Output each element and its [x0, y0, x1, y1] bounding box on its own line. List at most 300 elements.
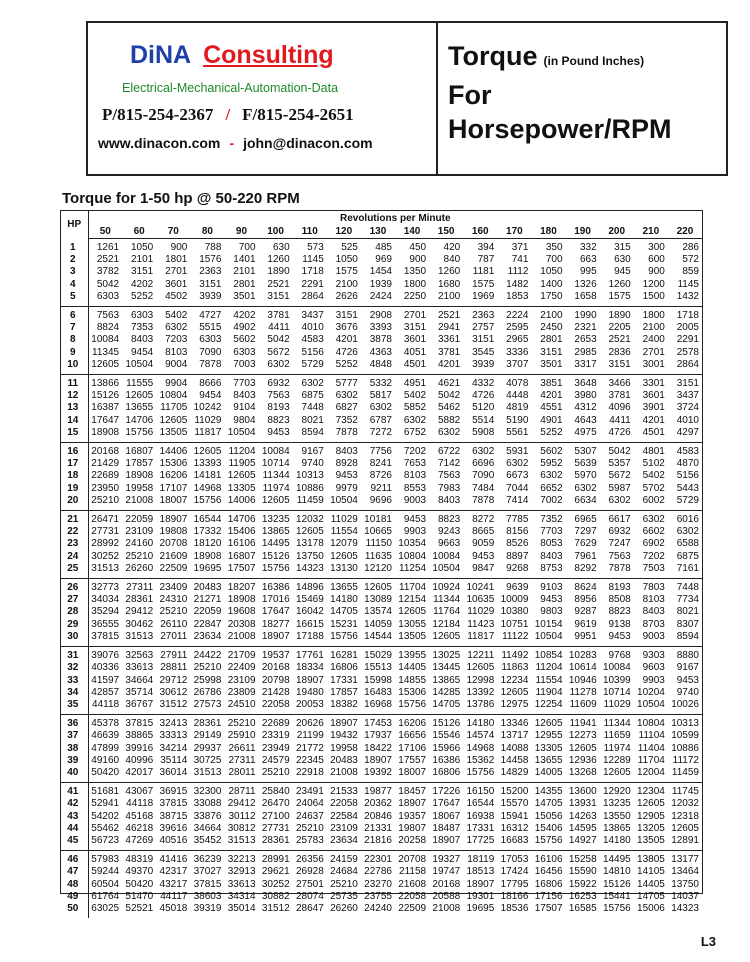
torque-cell: 32213 — [227, 854, 256, 866]
torque-cell: 50420 — [88, 767, 122, 783]
torque-cell: 5639 — [574, 458, 597, 470]
torque-cell: 49160 — [91, 754, 120, 766]
rpm-column-header: 180 — [531, 225, 565, 239]
torque-cell: 11104 — [638, 730, 665, 742]
table-row — [61, 427, 702, 443]
rpm-column-header: 60 — [122, 225, 156, 239]
hp-cell: 32 — [61, 662, 88, 674]
torque-cell: 5357 — [608, 458, 631, 470]
torque-cell: 9768 — [608, 650, 631, 662]
torque-cell: 3601 — [642, 390, 665, 402]
torque-cell: 8594 — [293, 427, 327, 443]
hp-cell: 25 — [61, 563, 88, 579]
torque-cell: 4621 — [437, 378, 461, 390]
torque-cell: 18166 — [500, 890, 529, 902]
torque-cell: 7653 — [403, 458, 427, 470]
torque-cell: 11344 — [603, 718, 631, 730]
torque-cell: 12605 — [330, 550, 358, 562]
torque-cell: 13931 — [568, 798, 597, 810]
torque-cell: 19432 — [330, 730, 358, 742]
torque-cell: 4975 — [566, 427, 600, 443]
torque-cell: 4501 — [634, 427, 668, 443]
torque-cell: 15756 — [531, 835, 565, 851]
torque-cell: 4901 — [540, 414, 563, 426]
torque-cell: 1800 — [642, 310, 665, 322]
torque-cell: 5102 — [642, 458, 665, 470]
torque-cell: 5402 — [642, 470, 665, 482]
torque-cell: 18536 — [500, 902, 529, 914]
torque-cell: 2363 — [199, 266, 222, 278]
torque-cell: 26928 — [295, 866, 324, 878]
hp-cell: 2 — [61, 254, 88, 266]
title-panel — [438, 23, 726, 174]
torque-cell: 16281 — [330, 650, 358, 662]
torque-cell: 45378 — [91, 718, 120, 730]
torque-cell: 6302 — [540, 470, 563, 482]
torque-cell: 7803 — [642, 582, 665, 594]
hp-cell: 34 — [61, 687, 88, 699]
torque-cell: 7703 — [540, 526, 563, 538]
torque-cell: 11817 — [190, 427, 224, 443]
hp-cell: 9 — [61, 347, 88, 359]
rpm-column-header: 210 — [634, 225, 668, 239]
torque-cell: 1575 — [335, 266, 358, 278]
torque-cell: 5332 — [369, 378, 392, 390]
torque-cell: 14968 — [193, 482, 222, 494]
torque-cell: 18487 — [432, 822, 461, 834]
torque-cell: 9167 — [676, 662, 699, 674]
torque-cell: 42857 — [91, 686, 120, 698]
torque-cell: 35714 — [125, 686, 154, 698]
torque-cell: 46218 — [125, 822, 154, 834]
torque-cell: 12234 — [500, 674, 529, 686]
torque-cell: 14705 — [637, 890, 665, 902]
torque-cell: 8880 — [676, 650, 699, 662]
torque-cell: 36239 — [193, 854, 222, 866]
torque-cell: 10283 — [568, 650, 597, 662]
title-line-2: For — [448, 80, 492, 110]
torque-cell: 3317 — [566, 359, 600, 375]
torque-cell: 12605 — [193, 446, 222, 458]
torque-cell: 41597 — [91, 674, 120, 686]
table-row — [61, 879, 702, 891]
torque-cell: 18457 — [398, 786, 427, 798]
torque-cell: 3151 — [335, 310, 358, 322]
torque-cell: 30462 — [125, 618, 154, 630]
torque-cell: 16968 — [361, 699, 395, 715]
torque-cell: 4201 — [540, 390, 563, 402]
torque-cell: 12605 — [466, 662, 495, 674]
torque-cell: 9104 — [233, 402, 256, 414]
torque-cell: 7352 — [335, 414, 358, 426]
torque-cell: 14495 — [261, 538, 290, 550]
torque-cell: 6302 — [259, 359, 293, 375]
torque-cell: 16544 — [466, 798, 495, 810]
torque-cell: 30112 — [228, 810, 256, 822]
torque-cell: 2100 — [429, 291, 463, 307]
torque-cell: 7352 — [540, 514, 563, 526]
torque-cell: 4010 — [301, 322, 324, 334]
torque-cell: 14405 — [637, 878, 665, 890]
torque-cell: 14595 — [568, 822, 597, 834]
table-row — [61, 891, 702, 903]
torque-cell: 33313 — [159, 730, 188, 742]
torque-cell: 11423 — [467, 618, 495, 630]
torque-cell: 45018 — [159, 902, 188, 914]
torque-cell: 30612 — [159, 686, 188, 698]
torque-cell: 26786 — [193, 686, 222, 698]
torque-cell: 37815 — [125, 718, 154, 730]
torque-cell: 6002 — [634, 495, 668, 511]
torque-cell: 6875 — [676, 550, 699, 562]
torque-cell: 17507 — [534, 902, 563, 914]
torque-cell: 12004 — [634, 767, 668, 783]
torque-cell: 12211 — [467, 650, 495, 662]
torque-cell: 15922 — [568, 878, 597, 890]
torque-cell: 18422 — [364, 742, 392, 754]
torque-cell: 18513 — [466, 866, 495, 878]
torque-cell: 25210 — [330, 878, 358, 890]
torque-cell: 1890 — [608, 310, 631, 322]
torque-cell: 9103 — [540, 582, 563, 594]
torque-cell: 43217 — [159, 878, 188, 890]
torque-cell: 21008 — [122, 495, 156, 511]
table-row — [61, 743, 702, 755]
torque-cell: 24240 — [364, 902, 392, 914]
torque-cell: 6302 — [676, 526, 699, 538]
torque-cell: 900 — [409, 254, 427, 266]
hp-cell: 37 — [61, 730, 88, 742]
torque-cell: 10804 — [398, 550, 427, 562]
torque-cell: 10504 — [429, 563, 463, 579]
torque-cell: 1680 — [437, 278, 461, 290]
torque-cell: 8624 — [574, 582, 597, 594]
torque-cell: 485 — [375, 242, 392, 253]
torque-cell: 9847 — [463, 563, 497, 579]
torque-cell: 3301 — [642, 378, 665, 390]
torque-cell: 15362 — [466, 754, 495, 766]
torque-cell: 36915 — [159, 786, 188, 798]
table-row — [61, 823, 702, 835]
torque-cell: 9453 — [540, 594, 563, 606]
title-line-3: Horsepower/RPM — [448, 114, 672, 144]
torque-cell: 3151 — [472, 334, 495, 346]
torque-cell: 12605 — [568, 742, 597, 754]
torque-cell: 7142 — [437, 458, 461, 470]
torque-cell: 28361 — [259, 835, 293, 851]
torque-cell: 26260 — [122, 563, 156, 579]
torque-cell: 19747 — [432, 866, 461, 878]
torque-cell: 19958 — [330, 742, 358, 754]
title-line-1: Torque — [448, 41, 538, 71]
torque-cell: 12605 — [364, 582, 392, 594]
rpm-column-header: 150 — [429, 225, 463, 239]
torque-cell: 6932 — [267, 378, 290, 390]
torque-cell: 20258 — [395, 835, 429, 851]
torque-cell: 630 — [614, 254, 631, 266]
hp-cell: 43 — [61, 811, 88, 823]
torque-cell: 22058 — [398, 890, 427, 902]
torque-cell: 1890 — [267, 266, 290, 278]
torque-cell: 19327 — [432, 854, 461, 866]
torque-cell: 34314 — [227, 890, 256, 902]
torque-cell: 13865 — [261, 526, 290, 538]
torque-cell: 16386 — [261, 582, 290, 594]
torque-cell: 7448 — [301, 402, 324, 414]
torque-cell: 10886 — [671, 742, 699, 754]
torque-cell: 10504 — [531, 631, 565, 647]
torque-cell: 37815 — [88, 631, 122, 647]
torque-cell: 17156 — [534, 890, 563, 902]
hp-cell: 50 — [61, 903, 88, 918]
torque-cell: 1050 — [540, 266, 563, 278]
torque-cell: 5970 — [574, 470, 597, 482]
torque-cell: 11459 — [293, 495, 327, 511]
torque-cell: 3851 — [540, 378, 563, 390]
torque-cell: 6302 — [301, 378, 324, 390]
torque-cell: 13089 — [364, 594, 392, 606]
torque-cell: 2836 — [608, 346, 631, 358]
torque-cell: 2321 — [574, 322, 597, 334]
torque-cell: 39616 — [159, 822, 188, 834]
table-row — [61, 619, 702, 631]
torque-cell: 18907 — [295, 674, 324, 686]
torque-cell: 15126 — [91, 390, 120, 402]
row-group — [61, 511, 702, 579]
torque-cell: 38865 — [125, 730, 154, 742]
page-title — [448, 39, 672, 146]
torque-cell: 525 — [341, 242, 358, 253]
torque-cell: 18908 — [193, 550, 222, 562]
website-link[interactable]: www.dinacon.com — [98, 135, 221, 151]
rpm-column-header: 110 — [293, 225, 327, 239]
torque-cell: 3781 — [608, 390, 631, 402]
torque-cell: 1800 — [403, 278, 427, 290]
torque-cell: 11941 — [569, 718, 597, 730]
torque-cell: 5729 — [293, 359, 327, 375]
torque-cell: 26260 — [330, 902, 358, 914]
torque-cell: 11344 — [433, 594, 461, 606]
torque-cell: 39916 — [125, 742, 154, 754]
torque-cell: 8272 — [472, 514, 495, 526]
torque-cell: 700 — [238, 242, 256, 253]
torque-cell: 14706 — [227, 514, 256, 526]
torque-cell: 4726 — [335, 346, 358, 358]
torque-cell: 16206 — [159, 470, 188, 482]
torque-cell: 12975 — [497, 699, 531, 715]
torque-cell: 9453 — [259, 427, 293, 443]
torque-cell: 25210 — [88, 495, 122, 511]
torque-cell: 1050 — [335, 254, 358, 266]
torque-cell: 15590 — [568, 866, 597, 878]
torque-cell: 8307 — [676, 618, 699, 630]
torque-cell: 15469 — [295, 594, 324, 606]
torque-cell: 14037 — [671, 890, 699, 902]
torque-cell: 2291 — [301, 278, 324, 290]
torque-cell: 47269 — [122, 835, 156, 851]
torque-cell: 16386 — [432, 754, 461, 766]
torque-cell: 17937 — [364, 730, 392, 742]
torque-cell: 2521 — [96, 254, 120, 266]
torque-cell: 14829 — [497, 767, 531, 783]
torque-cell: 2424 — [361, 291, 395, 307]
torque-cell: 30812 — [227, 822, 256, 834]
hp-cell: 1 — [61, 239, 88, 255]
table-row — [61, 675, 702, 687]
torque-cell: 4297 — [668, 427, 702, 443]
torque-cell: 5042 — [267, 334, 290, 346]
torque-cell: 57983 — [91, 854, 120, 866]
torque-cell: 11905 — [228, 458, 256, 470]
torque-cell: 10946 — [568, 674, 597, 686]
torque-cell: 12184 — [432, 618, 461, 630]
torque-cell: 9453 — [472, 550, 495, 562]
torque-cell: 7272 — [361, 427, 395, 443]
torque-cell: 8103 — [403, 470, 427, 482]
torque-cell: 11764 — [433, 606, 461, 618]
torque-cell: 1181 — [472, 266, 495, 278]
torque-cell: 945 — [614, 266, 631, 278]
torque-cell: 9619 — [574, 618, 597, 630]
torque-cell: 13505 — [634, 835, 668, 851]
torque-cell: 1261 — [96, 242, 120, 253]
torque-cell: 5307 — [574, 446, 597, 458]
torque-cell: 13955 — [398, 650, 427, 662]
torque-cell: 2801 — [540, 334, 563, 346]
torque-cell: 4201 — [429, 359, 463, 375]
torque-cell: 6902 — [642, 538, 665, 550]
torque-cell: 11609 — [566, 699, 600, 715]
torque-cell: 44118 — [126, 798, 154, 810]
torque-cell: 2965 — [506, 334, 529, 346]
torque-cell: 13130 — [327, 563, 361, 579]
torque-cell: 27911 — [160, 650, 188, 662]
torque-cell: 10804 — [637, 718, 665, 730]
email-link[interactable]: john@dinacon.com — [243, 135, 373, 151]
torque-cell: 5672 — [267, 346, 290, 358]
torque-cell: 572 — [682, 254, 699, 266]
torque-cell: 13235 — [261, 514, 290, 526]
torque-cell: 3724 — [676, 402, 699, 414]
torque-cell: 21008 — [224, 631, 258, 647]
torque-cell: 573 — [307, 242, 324, 253]
torque-cell: 7297 — [574, 526, 597, 538]
torque-cell: 4096 — [608, 402, 631, 414]
torque-cell: 15441 — [602, 890, 631, 902]
torque-cell: 40996 — [125, 754, 154, 766]
torque-cell: 7961 — [574, 550, 597, 562]
torque-cell: 22689 — [261, 718, 290, 730]
torque-cell: 8053 — [540, 538, 563, 550]
torque-cell: 4202 — [130, 278, 154, 290]
torque-cell: 15756 — [602, 902, 631, 914]
torque-cell: 15546 — [432, 730, 461, 742]
torque-cell: 15306 — [398, 686, 427, 698]
torque-cell: 22301 — [364, 854, 392, 866]
torque-cell: 44117 — [160, 890, 188, 902]
torque-cell: 3437 — [676, 390, 699, 402]
table-row — [61, 755, 702, 767]
torque-cell: 16150 — [466, 786, 495, 798]
torque-cell: 29621 — [261, 866, 290, 878]
torque-cell: 17226 — [432, 786, 461, 798]
torque-cell: 20308 — [227, 618, 256, 630]
table-row — [61, 458, 702, 470]
torque-cell: 788 — [204, 242, 222, 253]
torque-cell: 12605 — [88, 359, 122, 375]
torque-cell: 5882 — [437, 414, 461, 426]
table-row — [61, 334, 702, 346]
torque-cell: 63025 — [91, 902, 120, 914]
torque-cell: 9453 — [335, 470, 358, 482]
torque-cell: 11278 — [569, 686, 597, 698]
torque-cell: 15513 — [364, 662, 392, 674]
row-group — [61, 375, 702, 443]
torque-cell: 9696 — [361, 495, 395, 511]
torque-cell: 20483 — [330, 754, 358, 766]
torque-cell: 41416 — [159, 854, 188, 866]
torque-cell: 35294 — [91, 606, 120, 618]
torque-cell: 25210 — [295, 822, 324, 834]
torque-cell: 16683 — [497, 835, 531, 851]
torque-cell: 13865 — [432, 674, 461, 686]
torque-cell: 7878 — [190, 359, 224, 375]
row-group — [61, 851, 702, 919]
table-row — [61, 730, 702, 742]
torque-cell: 14705 — [534, 798, 563, 810]
torque-cell: 8897 — [506, 550, 529, 562]
torque-cell: 9303 — [642, 650, 665, 662]
torque-cell: 33613 — [125, 662, 154, 674]
torque-cell: 5042 — [96, 278, 120, 290]
torque-cell: 8403 — [233, 390, 256, 402]
torque-cell: 60504 — [91, 878, 120, 890]
torque-cell: 8403 — [540, 550, 563, 562]
torque-cell: 13205 — [637, 822, 665, 834]
torque-cell: 15570 — [500, 798, 529, 810]
torque-cell: 15306 — [159, 458, 188, 470]
table-row — [61, 851, 702, 867]
torque-cell: 16807 — [227, 550, 256, 562]
torque-cell: 7563 — [437, 470, 461, 482]
hp-cell: 12 — [61, 390, 88, 402]
torque-cell: 23634 — [327, 835, 361, 851]
torque-cell: 31513 — [122, 631, 156, 647]
torque-cell: 22584 — [330, 810, 358, 822]
torque-cell: 16253 — [568, 890, 597, 902]
torque-cell: 7484 — [472, 482, 495, 494]
torque-cell: 11635 — [364, 550, 392, 562]
torque-cell: 5443 — [676, 482, 699, 494]
torque-cell: 16806 — [429, 767, 463, 783]
table-row — [61, 699, 702, 715]
torque-cell: 45168 — [125, 810, 154, 822]
torque-cell: 21609 — [159, 550, 188, 562]
torque-cell: 28361 — [125, 594, 154, 606]
torque-cell: 14323 — [293, 563, 327, 579]
torque-cell: 19480 — [295, 686, 324, 698]
torque-cell: 14706 — [125, 414, 154, 426]
torque-cell: 19301 — [466, 890, 495, 902]
hp-cell: 24 — [61, 551, 88, 563]
table-row — [61, 470, 702, 482]
torque-cell: 5987 — [608, 482, 631, 494]
torque-cell: 10614 — [568, 662, 597, 674]
torque-cell: 995 — [579, 266, 597, 278]
torque-cell: 13055 — [398, 618, 427, 630]
torque-cell: 9059 — [472, 538, 495, 550]
torque-cell: 1939 — [369, 278, 392, 290]
